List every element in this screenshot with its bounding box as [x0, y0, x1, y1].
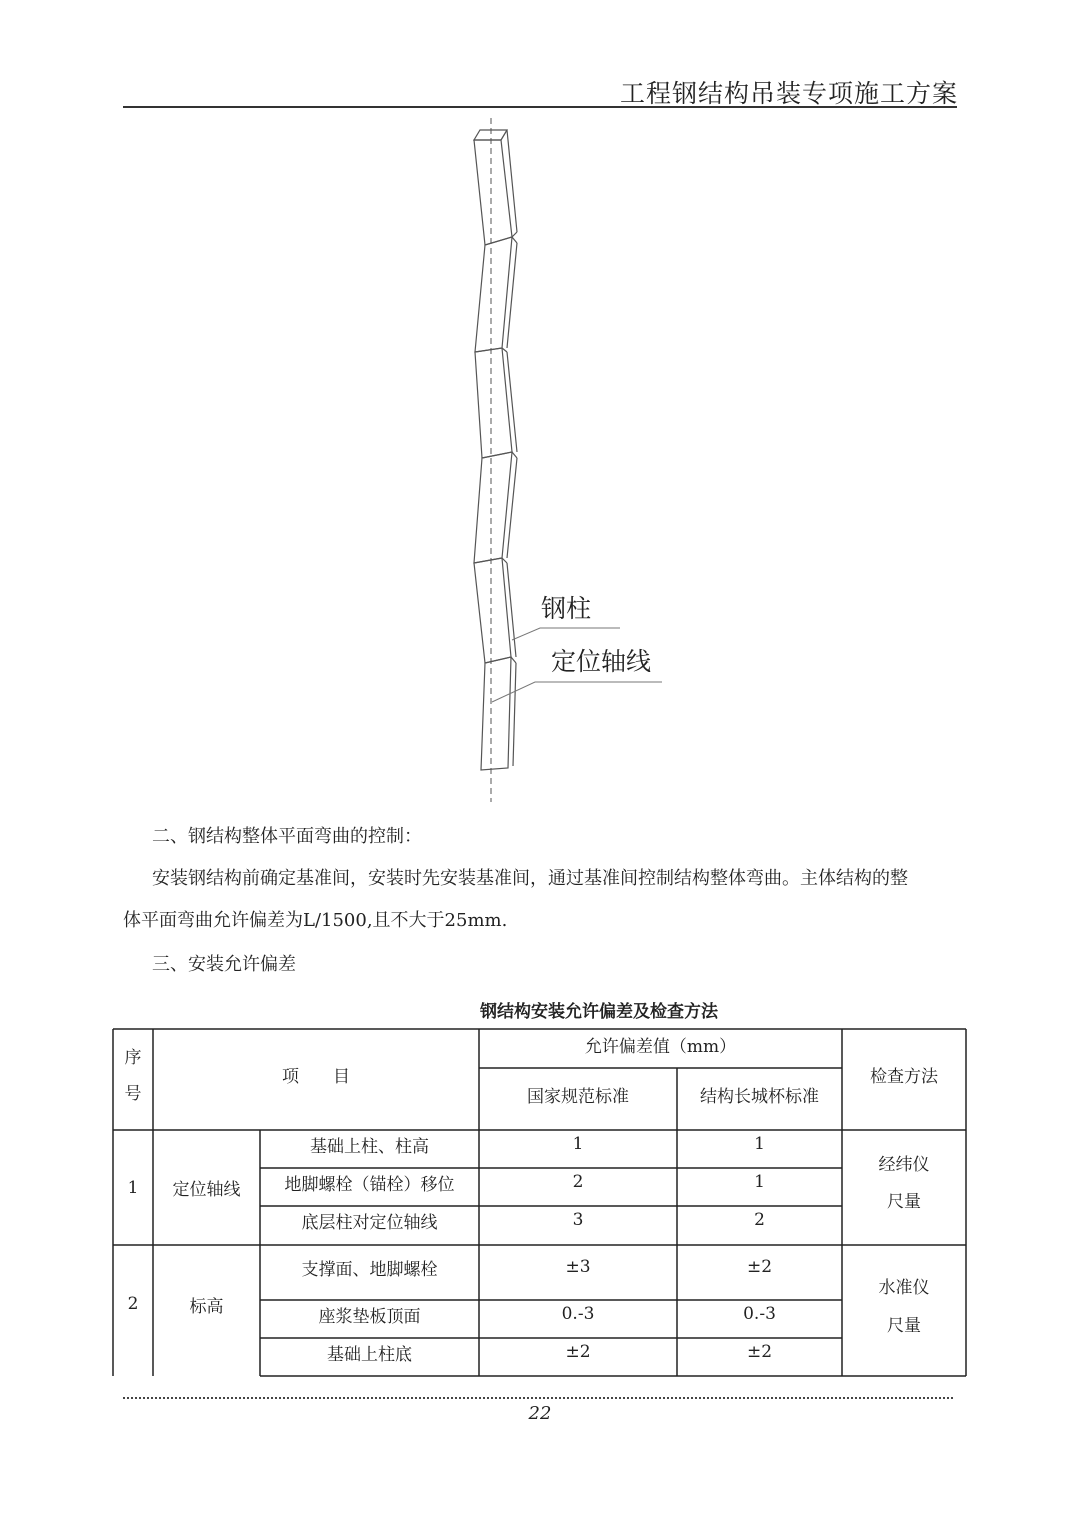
table-row-greatwall: 1	[754, 1134, 765, 1154]
table-row-item: 基础上柱、柱高	[310, 1136, 429, 1157]
header-seq-char-1: 序	[124, 1047, 142, 1068]
group-2-method-2: 尺量	[887, 1315, 921, 1336]
header-national-standard: 国家规范标准	[527, 1086, 629, 1107]
table-row-national: 3	[572, 1210, 584, 1230]
group-1-method-1: 经纬仪	[878, 1154, 930, 1175]
document-header-title: 工程钢结构吊装专项施工方案	[619, 79, 958, 108]
table-row-greatwall: ±2	[746, 1342, 773, 1362]
table-row-item: 支撑面、地脚螺栓	[301, 1259, 438, 1280]
table-row-item: 座浆垫板顶面	[318, 1306, 421, 1327]
table-row-national: 1	[572, 1134, 584, 1154]
section-2-title: 二、钢结构整体平面弯曲的控制：	[152, 826, 422, 847]
group-2-method-1: 水准仪	[878, 1277, 930, 1298]
group-2-number: 2	[127, 1294, 139, 1314]
group-1-number: 1	[127, 1177, 139, 1198]
header-item: 项 目	[282, 1066, 350, 1087]
table-row-greatwall: 2	[754, 1210, 765, 1230]
group-2-category: 标高	[189, 1296, 224, 1317]
section-2-line-1: 安装钢结构前确定基准间，安装时先安装基准间，通过基准间控制结构整体弯曲。主体结构的整	[152, 868, 908, 889]
section-2-line-2: 体平面弯曲允许偏差为L/1500,且不大于25mm.	[123, 910, 508, 931]
group-1-category: 定位轴线	[172, 1180, 241, 1200]
table-row-national: ±2	[565, 1342, 591, 1362]
header-greatwall-standard: 结构长城杯标准	[700, 1086, 819, 1107]
group-1-method-2: 尺量	[887, 1191, 921, 1212]
table-row-national: ±3	[565, 1257, 591, 1277]
page-number: 22	[528, 1403, 552, 1424]
table-row-national: 0.-3	[561, 1304, 595, 1324]
table-caption: 钢结构安装允许偏差及检查方法	[480, 1002, 718, 1022]
table-row-greatwall: ±2	[746, 1257, 773, 1277]
section-3-title: 三、安装允许偏差	[152, 954, 296, 975]
table-row-national: 2	[572, 1172, 584, 1192]
header-inspection-method: 检查方法	[870, 1066, 938, 1087]
column-label: 钢柱	[541, 594, 592, 623]
table-row-item: 底层柱对定位轴线	[301, 1212, 438, 1233]
table-row-greatwall: 1	[754, 1172, 765, 1192]
header-seq-char-2: 号	[124, 1083, 142, 1104]
axis-label: 定位轴线	[551, 647, 652, 676]
header-tolerance: 允许偏差值（mm）	[584, 1036, 737, 1057]
footer-divider	[123, 1397, 953, 1399]
table-row-greatwall: 0.-3	[743, 1304, 776, 1324]
table-row-item: 地脚螺栓（锚栓）移位	[284, 1174, 455, 1195]
table-row-item: 基础上柱底	[327, 1344, 412, 1365]
